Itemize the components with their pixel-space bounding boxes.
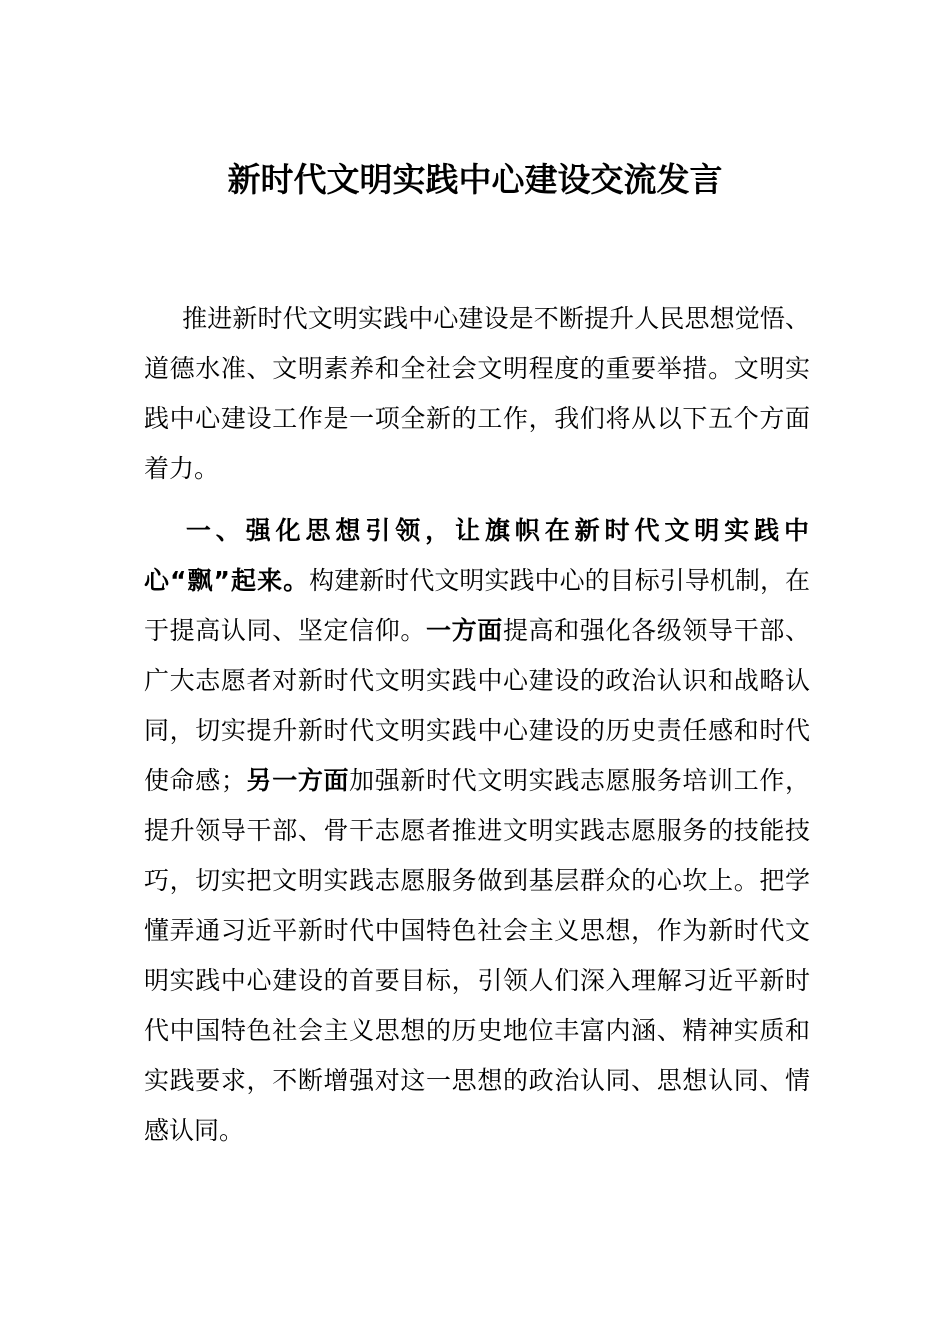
section-one-text-1: 构建新时代文明实践中心的目标引导机制，在于提高认同、坚定信仰。 bbox=[144, 566, 810, 645]
section-one-text-2: 提高和强化各级领导干部、广大志愿者对新时代文明实践中心建设的政治认识和战略认同，切实提升新时代文明实践中心建设的历史责任感和时代使命感； bbox=[144, 616, 810, 795]
paragraph-section-one bbox=[144, 506, 810, 1156]
section-one-bold-1: 一方面 bbox=[426, 616, 503, 645]
paragraph-intro bbox=[144, 294, 810, 494]
paragraph-intro-text: 推进新时代文明实践中心建设是不断提升人民思想觉悟、道德水准、文明素养和全社会文明程度的重要举措。文明实践中心建设工作是一项全新的工作，我们将从以下五个方面着力。 bbox=[144, 304, 810, 483]
section-one-text-3: 加强新时代文明实践志愿服务培训工作，提升领导干部、骨干志愿者推进文明实践志愿服务的技能技巧，切实把文明实践志愿服务做到基层群众的心坎上。把学懂弄通习近平新时代中国特色社会主义思想，作为新时代文明实践中心建设的首要目标，引领人们深入理解习近平新时代中国特色社会主义思想的历史地位丰富内涵、精神实质和实践要求，不断增强对这一思想的政治认同、思想认同、情感认同。 bbox=[144, 766, 810, 1145]
document-title: 新时代文明实践中心建设交流发言 bbox=[227, 160, 723, 199]
section-one-bold-2: 另一方面 bbox=[245, 766, 350, 795]
section-one-heading: 一、强化思想引领，让旗帜在新时代文明实践中心“飘”起来。 bbox=[144, 516, 810, 595]
